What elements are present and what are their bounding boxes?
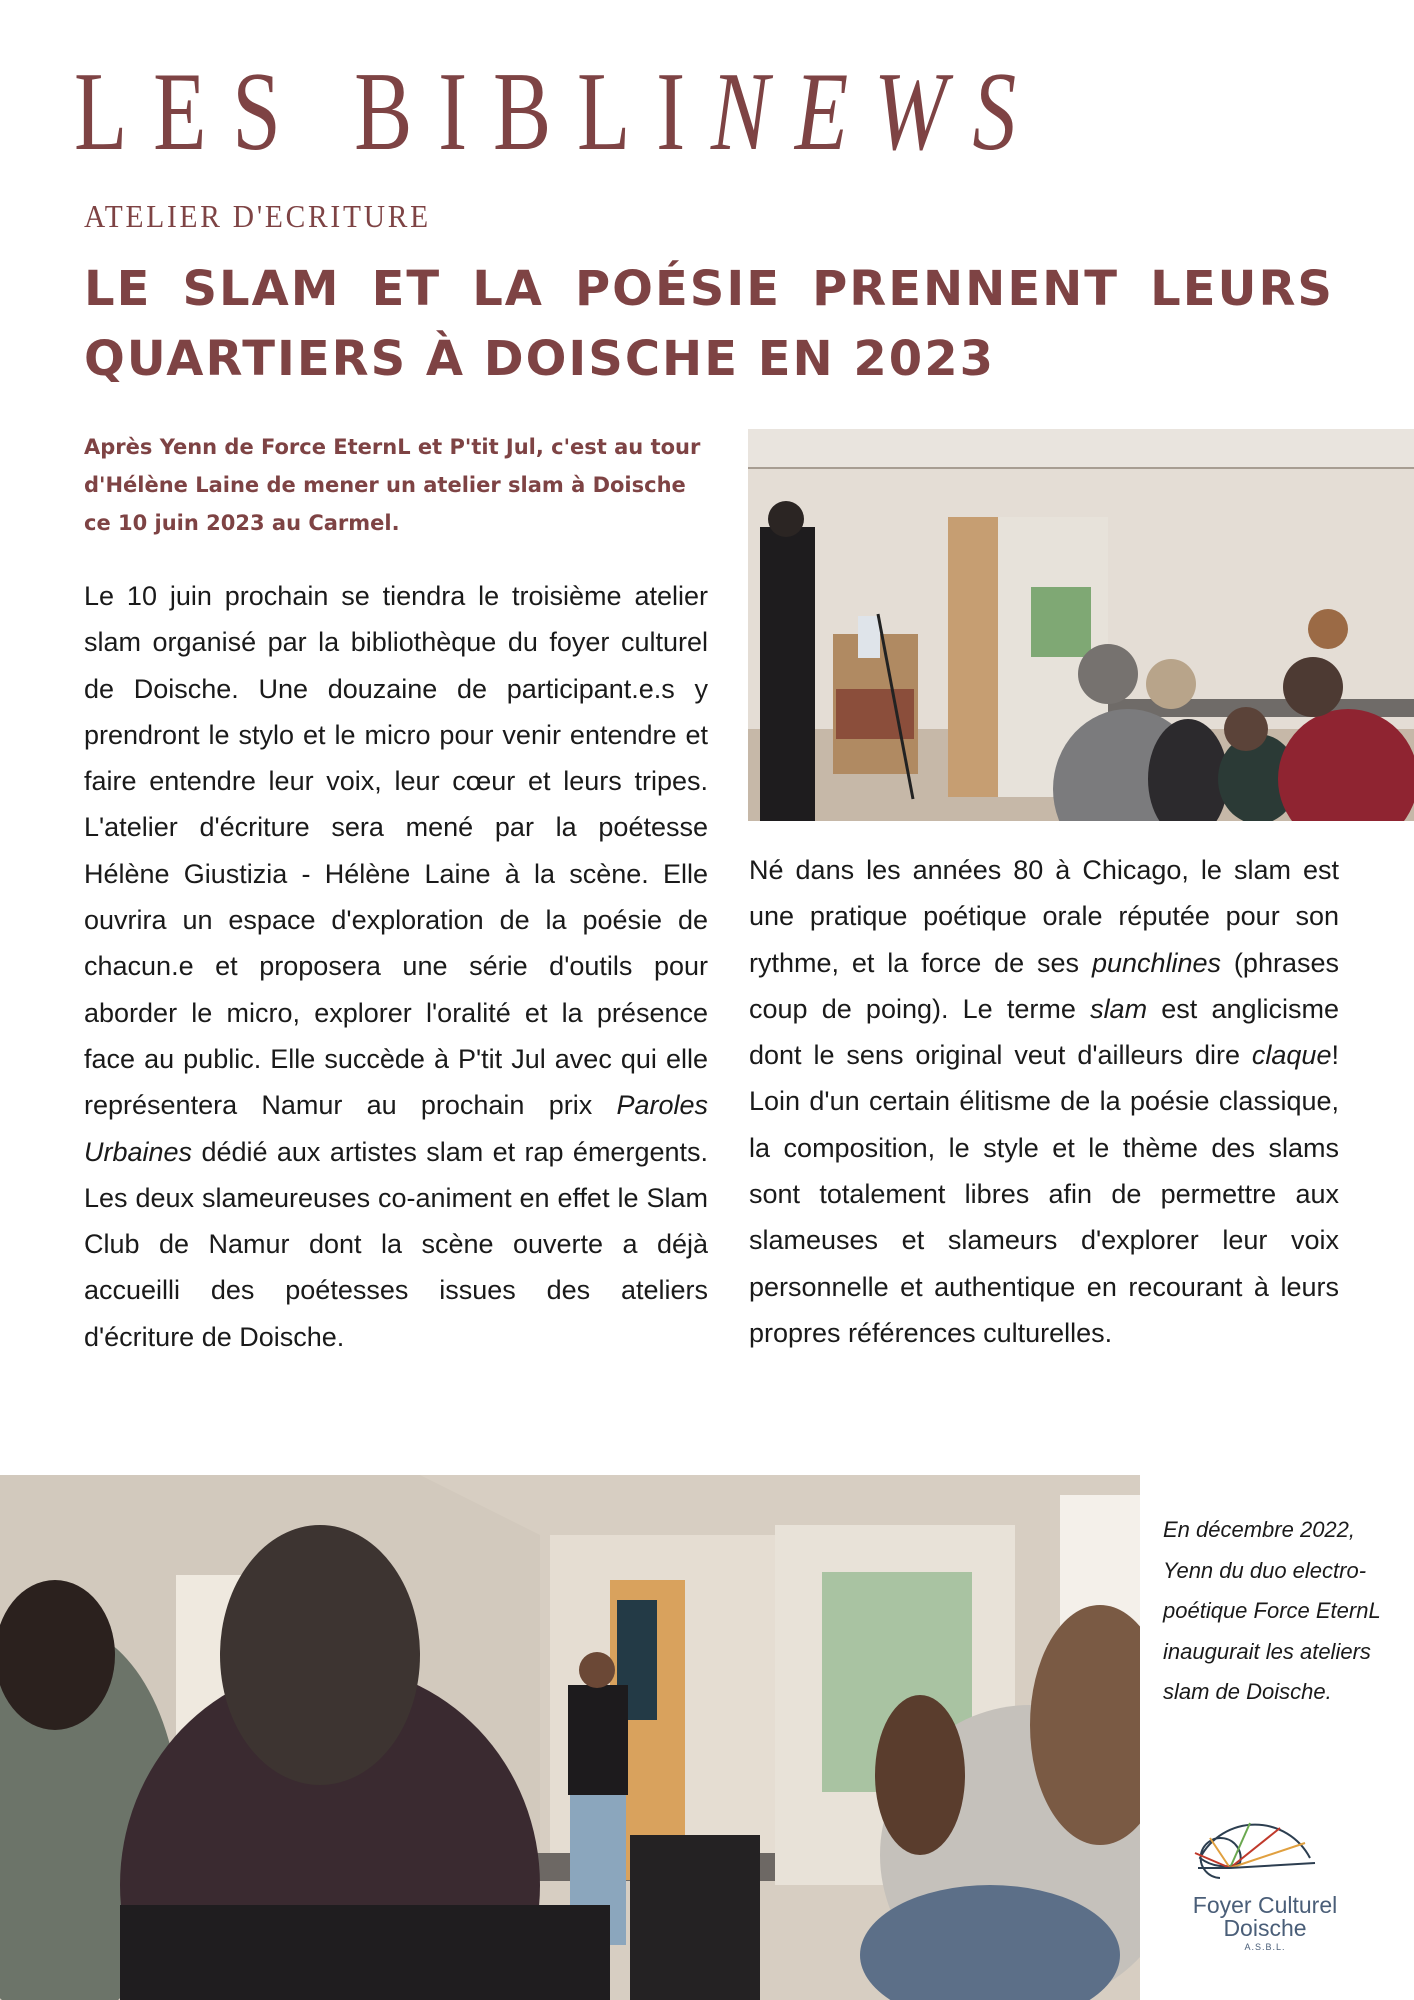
article-lead: Après Yenn de Force EternL et P'tit Jul, c'est au tour d'Hélène Laine de mener un atelier slam à Doische ce 10 juin 2023 au Carmel. xyxy=(84,435,701,535)
body-right-column xyxy=(749,847,1339,1356)
prize-name: Paroles Urbaines xyxy=(84,1090,708,1167)
body-left-column xyxy=(84,573,708,1360)
headline-line-1: LE SLAM ET LA POÉSIE PRENNENT LEURS xyxy=(84,261,1334,317)
photo-scene-illustration xyxy=(748,429,1414,821)
masthead-prefix: LES BIBLI xyxy=(74,50,711,174)
body-text: dédié aux artistes slam et rap émergents. Les deux slameureuses co-animent en effet le Slam Club de Namur dont la scène ouverte a déjà accueilli des poétesses issues des ateliers d'écriture de Doische. xyxy=(84,1136,708,1352)
body-text: Le 10 juin prochain se tiendra le troisième atelier slam organisé par la bibliothèque du foyer culturel de Doische. Une douzaine de participant.e.s y prendront le stylo et le micro pour venir entendre et faire entendre leur voix, leur cœur et leurs tripes. L'atelier d'écriture sera mené par la poétesse Hélène Giustizia - Hélène Laine à la scène. Elle ouvrira un espace d'exploration de la poésie de chacun.e et proposera une série d'outils pour aborder le micro, explorer l'oralité et la présence face au public. Elle succède à P'tit Jul avec qui elle représentera Namur au prochain prix xyxy=(84,581,708,1121)
term-slam: slam xyxy=(1090,993,1148,1024)
foyer-culturel-logo xyxy=(1180,1818,1350,1978)
masthead-title xyxy=(74,52,1041,172)
body-text: (phrases coup de poing). Le terme xyxy=(749,947,1339,1024)
body-text: Né dans les années 80 à Chicago, le slam est une pratique poétique orale réputée pour son rythme, et la force de ses xyxy=(749,855,1339,978)
term-punchlines: punchlines xyxy=(1091,947,1222,978)
term-claque: claque xyxy=(1251,1040,1332,1071)
photo-caption: En décembre 2022, Yenn du duo electro-poétique Force EternL inaugurait les ateliers slam de Doische. xyxy=(1163,1517,1381,1704)
section-kicker: ATELIER D'ECRITURE xyxy=(84,198,431,234)
photo-slam-workshop-yenn xyxy=(0,1475,1140,2000)
logo-text-line-1: Foyer Culturel xyxy=(1192,1892,1338,1918)
spiral-logo-icon xyxy=(1180,1818,1350,1893)
article-headline xyxy=(84,254,1334,394)
logo-text-line-2: Doische xyxy=(1223,1915,1307,1941)
logo-text-line-3: A.S.B.L. xyxy=(1244,1942,1286,1952)
body-text: ! Loin d'un certain élitisme de la poésie classique, la composition, le style et le thème des slams sont totalement libres afin de permettre aux slameuses et slameurs d'explorer leur voix personnelle et authentique en recourant à leurs propres références culturelles. xyxy=(749,1040,1339,1348)
headline-line-2: QUARTIERS À DOISCHE EN 2023 xyxy=(84,331,995,387)
masthead-suffix: NEWS xyxy=(710,50,1042,174)
body-text: est anglicisme dont le sens original veut d'ailleurs dire xyxy=(749,993,1339,1071)
photo-scene-illustration xyxy=(0,1475,1140,2000)
photo-slam-workshop-helene xyxy=(748,429,1414,821)
